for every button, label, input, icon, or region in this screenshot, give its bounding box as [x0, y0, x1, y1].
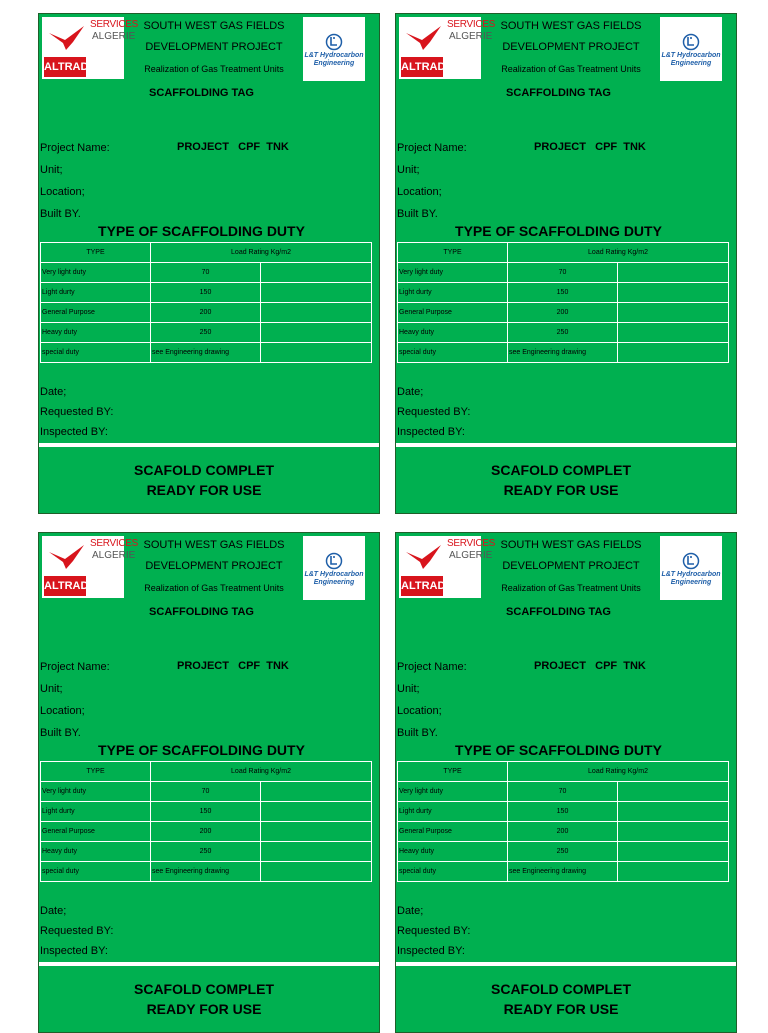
status-line-1: SCAFOLD COMPLET [491, 462, 631, 478]
divider [396, 443, 737, 447]
lt-logo-line2: Engineering [313, 579, 355, 586]
lt-logo-line1: L&T Hydrocarbon [661, 52, 721, 59]
tag-title: SCAFFOLDING TAG [149, 87, 254, 99]
lt-logo [660, 536, 722, 600]
table-row [398, 802, 729, 822]
duty-type-cell: Light durty [41, 283, 151, 303]
built-by-label: Built BY. [40, 727, 81, 739]
table-header-type: TYPE [398, 762, 508, 782]
check-cell [618, 822, 729, 842]
table-row [41, 862, 372, 882]
lt-emblem-icon [325, 33, 343, 51]
duty-type-cell: Very light duty [398, 263, 508, 283]
inspected-by-label: Inspected BY: [40, 945, 108, 957]
lt-logo-line1: L&T Hydrocarbon [304, 571, 364, 578]
altrad-logo [399, 536, 495, 598]
table-row [41, 802, 372, 822]
inspected-by-label: Inspected BY: [397, 945, 465, 957]
load-rating-cell: 150 [151, 283, 261, 303]
load-rating-cell: 200 [151, 303, 261, 323]
duty-type-cell: Light durty [398, 802, 508, 822]
status-line-1: SCAFOLD COMPLET [134, 462, 274, 478]
scaffolding-tag-1 [38, 13, 380, 514]
date-label: Date; [397, 386, 424, 398]
built-by-label: Built BY. [40, 208, 81, 220]
header-line-2: DEVELOPMENT PROJECT [145, 41, 283, 53]
check-cell [261, 862, 372, 882]
logo-brand-text: ALTRAD [401, 576, 443, 596]
table-row [398, 862, 729, 882]
requested-by-label: Requested BY: [40, 925, 114, 937]
table-header-load: Load Rating Kg/m2 [508, 762, 729, 782]
altrad-logo [42, 536, 138, 598]
load-rating-cell: see Engineering drawing [508, 343, 618, 363]
lt-logo-line2: Engineering [670, 60, 712, 67]
lt-logo [660, 17, 722, 81]
header-line-3: Realization of Gas Treatment Units [144, 583, 284, 593]
altrad-bird-icon [48, 542, 86, 572]
logo-services-text: SERVICES [447, 538, 495, 549]
location-label: Location; [40, 186, 85, 198]
requested-by-label: Requested BY: [40, 406, 114, 418]
table-row [41, 822, 372, 842]
divider [396, 962, 737, 966]
lt-emblem-icon [682, 552, 700, 570]
table-header-row [41, 762, 372, 782]
lt-logo-text [303, 52, 365, 68]
requested-by-label: Requested BY: [397, 406, 471, 418]
table-header-load: Load Rating Kg/m2 [508, 243, 729, 263]
duty-type-cell: Heavy duty [41, 323, 151, 343]
table-row [398, 323, 729, 343]
unit-label: Unit; [397, 683, 420, 695]
date-label: Date; [40, 905, 67, 917]
header-line-2: DEVELOPMENT PROJECT [145, 560, 283, 572]
unit-label: Unit; [40, 164, 63, 176]
header-line-3: Realization of Gas Treatment Units [501, 64, 641, 74]
load-rating-cell: see Engineering drawing [151, 343, 261, 363]
duty-table [397, 761, 729, 882]
check-cell [618, 842, 729, 862]
logo-services-text: SERVICES [90, 538, 138, 549]
check-cell [261, 822, 372, 842]
table-header-row [398, 762, 729, 782]
check-cell [618, 802, 729, 822]
load-rating-cell: 150 [508, 283, 618, 303]
scaffolding-tag-4 [395, 532, 737, 1033]
project-name-value: PROJECT CPF TNK [534, 660, 646, 672]
lt-logo-line1: L&T Hydrocarbon [304, 52, 364, 59]
table-header-type: TYPE [398, 243, 508, 263]
project-name-value: PROJECT CPF TNK [177, 660, 289, 672]
check-cell [261, 303, 372, 323]
check-cell [618, 782, 729, 802]
table-row [398, 782, 729, 802]
lt-logo-line1: L&T Hydrocarbon [661, 571, 721, 578]
check-cell [618, 283, 729, 303]
lt-emblem-icon [682, 33, 700, 51]
check-cell [261, 263, 372, 283]
duty-type-cell: special duty [398, 862, 508, 882]
table-header-type: TYPE [41, 762, 151, 782]
header-line-2: DEVELOPMENT PROJECT [502, 560, 640, 572]
table-row [41, 782, 372, 802]
duty-type-cell: special duty [41, 343, 151, 363]
status-line-2: READY FOR USE [146, 1001, 262, 1017]
table-header-type: TYPE [41, 243, 151, 263]
inspected-by-label: Inspected BY: [397, 426, 465, 438]
logo-brand-text: ALTRAD [401, 57, 443, 77]
duty-table [40, 242, 372, 363]
duty-type-cell: Very light duty [398, 782, 508, 802]
table-row [41, 263, 372, 283]
duty-type-cell: General Purpose [41, 303, 151, 323]
duty-type-cell: special duty [41, 862, 151, 882]
table-header-row [41, 243, 372, 263]
duty-type-cell: Heavy duty [398, 842, 508, 862]
status-line-2: READY FOR USE [503, 482, 619, 498]
check-cell [261, 842, 372, 862]
load-rating-cell: 70 [508, 263, 618, 283]
requested-by-label: Requested BY: [397, 925, 471, 937]
duty-type-cell: General Purpose [398, 303, 508, 323]
date-label: Date; [397, 905, 424, 917]
load-rating-cell: 250 [151, 842, 261, 862]
table-row [398, 343, 729, 363]
built-by-label: Built BY. [397, 727, 438, 739]
header-line-1: SOUTH WEST GAS FIELDS [143, 20, 285, 32]
duty-title: TYPE OF SCAFFOLDING DUTY [455, 223, 662, 239]
load-rating-cell: 200 [508, 303, 618, 323]
divider [39, 962, 380, 966]
status-line-1: SCAFOLD COMPLET [134, 981, 274, 997]
check-cell [261, 782, 372, 802]
duty-type-cell: Light durty [398, 283, 508, 303]
table-row [398, 822, 729, 842]
unit-label: Unit; [397, 164, 420, 176]
tag-title: SCAFFOLDING TAG [506, 87, 611, 99]
load-rating-cell: see Engineering drawing [508, 862, 618, 882]
project-name-value: PROJECT CPF TNK [177, 141, 289, 153]
lt-logo-text [660, 571, 722, 587]
load-rating-cell: 70 [151, 782, 261, 802]
load-rating-cell: 70 [508, 782, 618, 802]
duty-type-cell: General Purpose [41, 822, 151, 842]
check-cell [261, 343, 372, 363]
duty-title: TYPE OF SCAFFOLDING DUTY [98, 223, 305, 239]
duty-type-cell: special duty [398, 343, 508, 363]
load-rating-cell: 250 [508, 842, 618, 862]
lt-logo-text [660, 52, 722, 68]
project-name-label: Project Name: [40, 661, 110, 673]
status-line-2: READY FOR USE [146, 482, 262, 498]
project-name-value: PROJECT CPF TNK [534, 141, 646, 153]
project-name-label: Project Name: [397, 142, 467, 154]
table-header-load: Load Rating Kg/m2 [151, 243, 372, 263]
logo-region-text: ALGERIE [449, 550, 493, 561]
check-cell [618, 343, 729, 363]
date-label: Date; [40, 386, 67, 398]
load-rating-cell: 250 [151, 323, 261, 343]
logo-region-text: ALGERIE [92, 550, 136, 561]
scaffolding-tag-2 [395, 13, 737, 514]
duty-table [40, 761, 372, 882]
check-cell [261, 283, 372, 303]
lt-logo-line2: Engineering [313, 60, 355, 67]
duty-type-cell: Very light duty [41, 782, 151, 802]
duty-table [397, 242, 729, 363]
check-cell [618, 263, 729, 283]
altrad-bird-icon [405, 23, 443, 53]
logo-brand-text: ALTRAD [44, 57, 86, 77]
header-line-2: DEVELOPMENT PROJECT [502, 41, 640, 53]
altrad-bird-icon [405, 542, 443, 572]
lt-logo-line2: Engineering [670, 579, 712, 586]
duty-type-cell: Very light duty [41, 263, 151, 283]
table-row [41, 343, 372, 363]
table-row [398, 263, 729, 283]
table-row [398, 842, 729, 862]
project-name-label: Project Name: [397, 661, 467, 673]
duty-type-cell: General Purpose [398, 822, 508, 842]
table-row [41, 323, 372, 343]
check-cell [618, 862, 729, 882]
divider [39, 443, 380, 447]
header-line-1: SOUTH WEST GAS FIELDS [500, 20, 642, 32]
load-rating-cell: 150 [151, 802, 261, 822]
duty-type-cell: Heavy duty [41, 842, 151, 862]
table-row [41, 283, 372, 303]
check-cell [618, 303, 729, 323]
altrad-logo [42, 17, 138, 79]
lt-logo-text [303, 571, 365, 587]
status-line-2: READY FOR USE [503, 1001, 619, 1017]
duty-type-cell: Heavy duty [398, 323, 508, 343]
altrad-logo [399, 17, 495, 79]
check-cell [261, 802, 372, 822]
check-cell [261, 323, 372, 343]
table-row [398, 283, 729, 303]
location-label: Location; [397, 186, 442, 198]
location-label: Location; [40, 705, 85, 717]
header-line-1: SOUTH WEST GAS FIELDS [143, 539, 285, 551]
load-rating-cell: see Engineering drawing [151, 862, 261, 882]
project-name-label: Project Name: [40, 142, 110, 154]
built-by-label: Built BY. [397, 208, 438, 220]
logo-region-text: ALGERIE [449, 31, 493, 42]
header-line-3: Realization of Gas Treatment Units [144, 64, 284, 74]
lt-logo [303, 17, 365, 81]
unit-label: Unit; [40, 683, 63, 695]
logo-region-text: ALGERIE [92, 31, 136, 42]
lt-emblem-icon [325, 552, 343, 570]
logo-brand-text: ALTRAD [44, 576, 86, 596]
tag-title: SCAFFOLDING TAG [149, 606, 254, 618]
tag-title: SCAFFOLDING TAG [506, 606, 611, 618]
load-rating-cell: 200 [151, 822, 261, 842]
load-rating-cell: 70 [151, 263, 261, 283]
logo-services-text: SERVICES [447, 19, 495, 30]
status-line-1: SCAFOLD COMPLET [491, 981, 631, 997]
lt-logo [303, 536, 365, 600]
table-row [398, 303, 729, 323]
header-line-3: Realization of Gas Treatment Units [501, 583, 641, 593]
table-header-load: Load Rating Kg/m2 [151, 762, 372, 782]
duty-type-cell: Light durty [41, 802, 151, 822]
load-rating-cell: 150 [508, 802, 618, 822]
scaffolding-tag-3 [38, 532, 380, 1033]
altrad-bird-icon [48, 23, 86, 53]
load-rating-cell: 200 [508, 822, 618, 842]
table-row [41, 303, 372, 323]
load-rating-cell: 250 [508, 323, 618, 343]
table-header-row [398, 243, 729, 263]
header-line-1: SOUTH WEST GAS FIELDS [500, 539, 642, 551]
duty-title: TYPE OF SCAFFOLDING DUTY [455, 742, 662, 758]
table-row [41, 842, 372, 862]
duty-title: TYPE OF SCAFFOLDING DUTY [98, 742, 305, 758]
check-cell [618, 323, 729, 343]
inspected-by-label: Inspected BY: [40, 426, 108, 438]
logo-services-text: SERVICES [90, 19, 138, 30]
location-label: Location; [397, 705, 442, 717]
